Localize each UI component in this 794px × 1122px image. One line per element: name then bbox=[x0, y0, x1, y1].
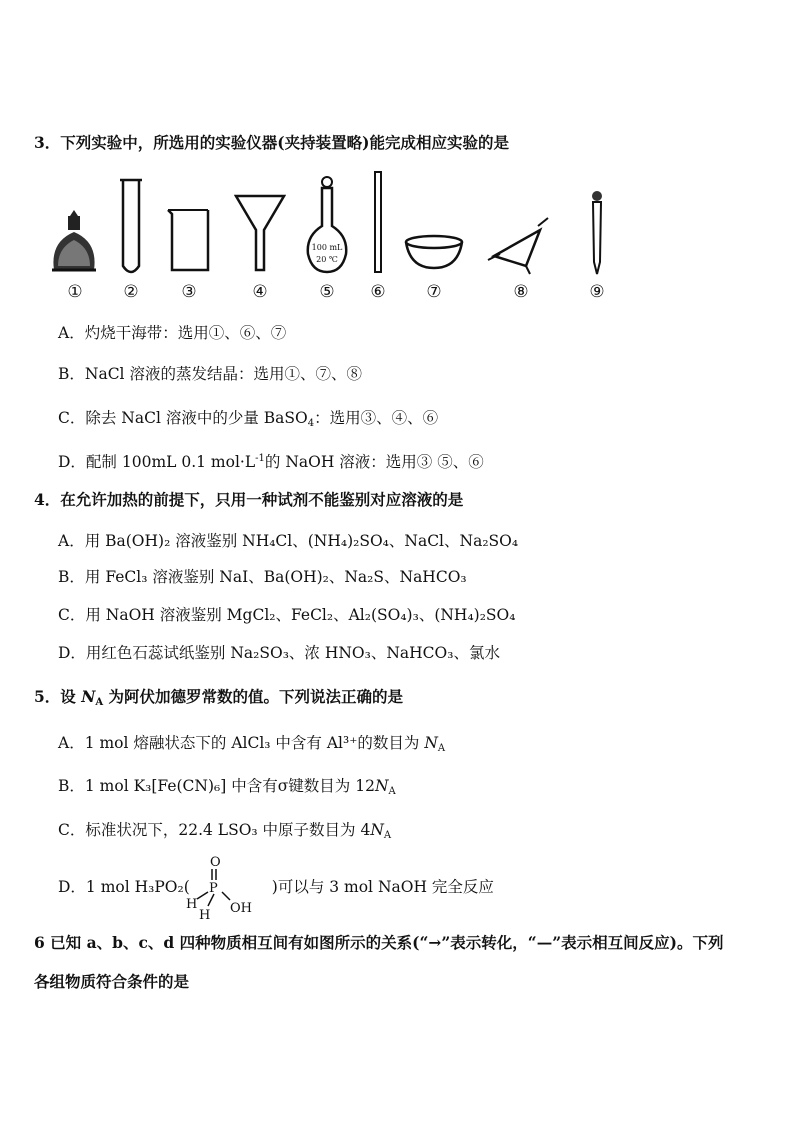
dropper-icon bbox=[586, 170, 608, 280]
flask-temp-label: 20 ℃ bbox=[316, 255, 338, 264]
q4-option-b: B．用 FeCl₃ 溶液鉴别 NaI、Ba(OH)₂、Na₂S、NaHCO₃ bbox=[58, 568, 467, 586]
q4-stem: 4．在允许加热的前提下，只用一种试剂不能鉴别对应溶液的是 bbox=[34, 490, 464, 509]
glass-rod-icon bbox=[368, 170, 388, 280]
test-tube-icon bbox=[116, 170, 146, 280]
q6-stem-line1: 6 已知 a、b、c、d 四种物质相互间有如图所示的关系(“→”表示转化，“—”表示相互间反应)。下列 bbox=[34, 933, 724, 952]
label-9: ⑨ bbox=[589, 282, 605, 302]
q6-stem-line2: 各组物质符合条件的是 bbox=[34, 972, 190, 991]
q4-option-c: C．用 NaOH 溶液鉴别 MgCl₂、FeCl₂、Al₂(SO₄)₃、(NH₄)₂SO₄ bbox=[58, 606, 516, 624]
label-8: ⑧ bbox=[513, 282, 529, 302]
atom-h-left: H bbox=[186, 897, 198, 912]
atom-p: P bbox=[209, 881, 218, 896]
flask-volume-label: 100 mL bbox=[311, 243, 343, 252]
q3-option-d: D．配制 100mL 0.1 $mol\cdot L^{-1}$的 NaOH 溶液：选用③ ⑤、⑥ bbox=[58, 453, 484, 471]
atom-o: O bbox=[210, 855, 221, 870]
label-2: ② bbox=[123, 282, 139, 302]
q5-stem: 5．设 $N_A$ 为阿伏加德罗常数的值。下列说法正确的是 bbox=[34, 687, 404, 708]
label-4: ④ bbox=[252, 282, 268, 302]
label-5: ⑤ bbox=[319, 282, 335, 302]
label-6: ⑥ bbox=[370, 282, 386, 302]
q5-option-c: C．标准状况下，22.4 LSO₃ 中原子数目为 $4N_A$ bbox=[58, 821, 392, 841]
volumetric-flask-icon bbox=[302, 170, 352, 280]
evaporating-dish-icon bbox=[402, 170, 466, 280]
label-1: ① bbox=[67, 282, 83, 302]
funnel-icon bbox=[234, 170, 286, 280]
atom-h-bottom: H bbox=[199, 908, 211, 922]
h3po2-structure-diagram bbox=[184, 852, 264, 922]
alcohol-lamp-icon bbox=[46, 170, 102, 280]
q3-stem: 3．下列实验中，所选用的实验仪器(夹持装置略)能完成相应实验的是 bbox=[34, 133, 509, 152]
q5-option-b: B．1 mol K₃[Fe(CN)₆] 中含有σ键数目为 $12N_A$ bbox=[58, 777, 396, 797]
clay-triangle-icon bbox=[486, 170, 556, 280]
q4-option-a: A．用 Ba(OH)₂ 溶液鉴别 NH₄Cl、(NH₄)₂SO₄、NaCl、Na₂SO₄ bbox=[58, 532, 519, 550]
q3-apparatus-figure bbox=[40, 170, 640, 300]
label-3: ③ bbox=[181, 282, 197, 302]
q3-option-c: C．除去 NaCl 溶液中的少量 BaSO$_4$：选用③、④、⑥ bbox=[58, 409, 439, 429]
q4-option-d: D．用红色石蕊试纸鉴别 Na₂SO₃、浓 HNO₃、NaHCO₃、氯水 bbox=[58, 644, 500, 662]
q5-option-a: A．1 mol 熔融状态下的 AlCl₃ 中含有 Al³⁺的数目为 $N_A$ bbox=[58, 734, 446, 754]
label-7: ⑦ bbox=[426, 282, 442, 302]
q3-option-a: A．灼烧干海带：选用①、⑥、⑦ bbox=[58, 324, 287, 342]
q5-option-d: D．1 mol H₃PO₂( )可以与 3 mol NaOH 完全反应 bbox=[58, 878, 494, 896]
beaker-icon bbox=[164, 170, 214, 280]
atom-oh: OH bbox=[230, 901, 252, 916]
q3-option-b: B．NaCl 溶液的蒸发结晶：选用①、⑦、⑧ bbox=[58, 365, 362, 383]
